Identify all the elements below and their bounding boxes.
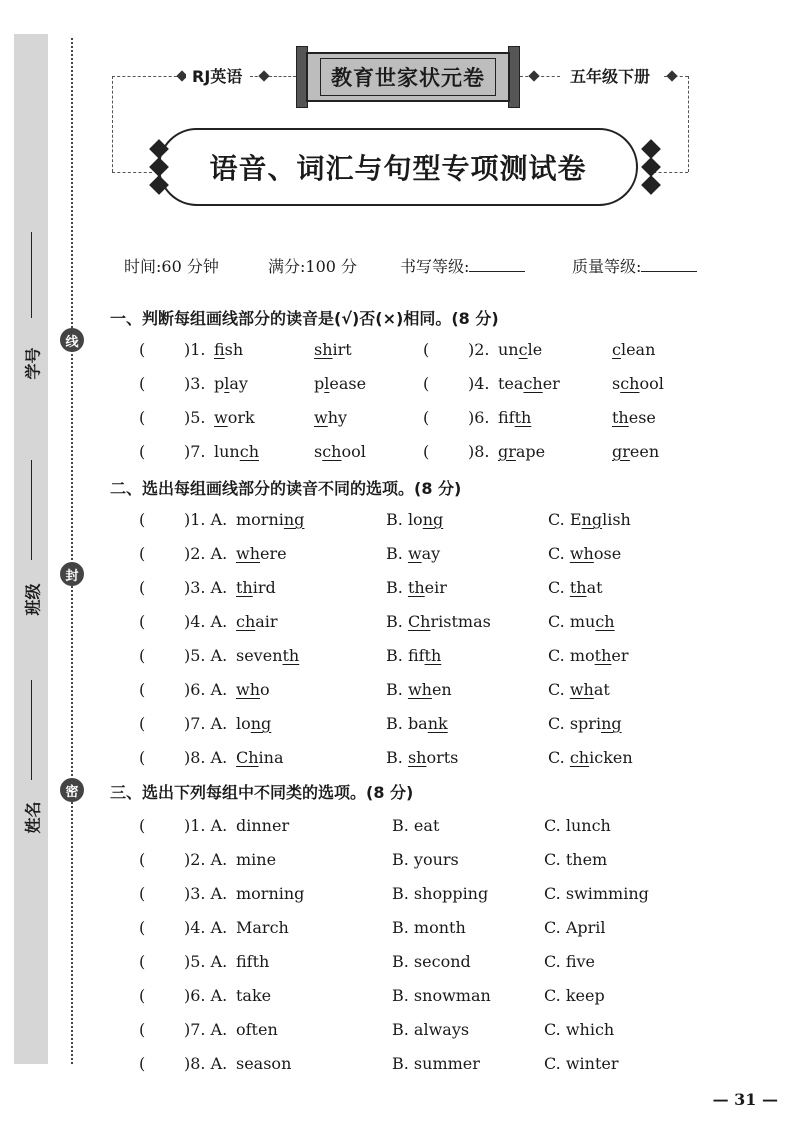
word: C. spring [548,714,622,733]
question-number: )2. A. [184,850,228,869]
question-row [0,340,794,364]
option-b: B. shopping [392,884,489,903]
underlined-letters: ch [239,442,259,461]
question-row [0,612,794,636]
answer-paren[interactable]: ( [139,748,146,767]
word: B. Christmas [386,612,491,631]
option-c [548,578,603,597]
option-c [548,748,633,767]
underlined-letters: th [424,646,442,665]
underlined-letters: gr [612,442,630,461]
word: why [314,408,348,427]
page-title: 语音、词汇与句型专项测试卷 [209,152,587,185]
word: where [236,544,287,563]
section2-title: 二、选出每组画线部分的读音不同的选项。(8 分) [110,479,462,498]
header-dash-right2 [520,76,560,77]
question-row [0,1020,794,1044]
word: lunch [214,442,259,461]
option-a: often [236,1020,278,1039]
word: fish [214,340,244,359]
underlined-letters: th [594,646,612,665]
question-row [0,850,794,874]
name-label: 姓名 [23,801,43,834]
underlined-letters: ng [422,510,444,529]
option-a [236,544,287,563]
answer-paren[interactable]: ( [139,340,146,359]
underlined-letters: w [314,408,328,427]
underlined-letters: l [224,374,230,393]
word: B. bank [386,714,448,733]
option-b [386,748,458,767]
underlined-letters: th [569,578,587,597]
question-number: )8. [468,442,490,461]
word: B. fifth [386,646,442,665]
underlined-letters: sh [314,340,333,359]
word: C. mother [548,646,629,665]
underlined-letters: wh [407,680,432,699]
subject-tag: RJ英语 [186,64,248,87]
question-number: )1. A. [184,816,228,835]
word: C. that [548,578,603,597]
option-a: fifth [236,952,270,971]
word: school [612,374,664,393]
underlined-letters: ch [620,374,640,393]
question-row [0,578,794,602]
option-a [236,748,284,767]
question-number: )3. A. [184,884,228,903]
diamond-icon [258,70,269,81]
underlined-letters: th [407,578,425,597]
word: green [612,442,660,461]
question-number: )1. A. [184,510,228,529]
underlined-letters: w [407,544,422,563]
word-option [612,374,664,393]
word: morning [236,510,305,529]
underlined-letters: th [514,408,532,427]
option-c [548,544,621,563]
option-c [548,612,615,631]
underlined-letters: wh [236,680,260,699]
title-banner [158,128,638,206]
underlined-letters: ng [601,714,622,733]
underlined-letters: l [324,374,330,393]
question-number: )2. [468,340,490,359]
underlined-letters: ch [236,612,256,631]
option-a: take [236,986,272,1005]
option-a: mine [236,850,277,869]
answer-paren[interactable]: ( [139,612,146,631]
option-a [236,578,276,597]
question-row [0,748,794,772]
option-c [548,714,622,733]
word-option [612,408,656,427]
word: teacher [498,374,560,393]
word-option [498,340,542,359]
question-row [0,544,794,568]
diamond-icon [528,70,539,81]
option-c [548,646,629,665]
answer-paren[interactable]: ( [423,374,430,393]
question-row [0,680,794,704]
word-option [314,442,366,461]
underlined-letters: ng [250,714,272,733]
question-number: )7. [184,442,206,461]
word: who [236,680,270,699]
underlined-letters: th [236,578,253,597]
option-a [236,680,270,699]
question-number: )2. A. [184,544,228,563]
word: chair [236,612,278,631]
option-b [386,680,452,699]
question-row [0,510,794,534]
option-b: B. summer [392,1054,480,1073]
question-number: )1. [184,340,206,359]
id-line [31,232,32,318]
question-number: )8. A. [184,1054,228,1073]
brand-scroll [296,46,520,108]
underlined-letters: th [282,646,300,665]
option-a: March [236,918,289,937]
question-number: )7. A. [184,714,228,733]
writing-grade [400,254,525,277]
score-info: 满分:100 分 [268,257,358,276]
word-option [214,408,255,427]
option-b: B. yours [392,850,459,869]
option-a [236,714,271,733]
option-b: B. always [392,1020,470,1039]
header-dash-bl [112,172,152,173]
option-a: morning [236,884,305,903]
underlined-letters: Ch [407,612,431,631]
word: seventh [236,646,300,665]
option-a [236,612,278,631]
word-option [498,442,545,461]
option-b [386,578,447,597]
header-vdash-left [112,76,113,172]
word: please [314,374,367,393]
option-a [236,510,304,529]
answer-paren[interactable]: ( [139,544,146,563]
time-info: 时间:60 分钟 [124,257,219,276]
word: these [612,408,656,427]
answer-paren[interactable]: ( [423,340,430,359]
question-number: )5. A. [184,646,228,665]
quality-grade [572,254,697,277]
underlined-letters: c [612,340,621,359]
word-option [498,374,560,393]
question-number: )3. A. [184,578,228,597]
answer-paren[interactable]: ( [139,510,146,529]
diamond-icon [641,139,661,159]
option-b: B. month [392,918,466,937]
word-option [214,374,248,393]
option-a: dinner [236,816,290,835]
header-dash-left2 [250,76,296,77]
underlined-letters: ch [322,442,342,461]
question-row [0,442,794,466]
answer-paren[interactable]: ( [139,714,146,733]
option-c [548,510,631,529]
word: clean [612,340,656,359]
question-row [0,714,794,738]
option-c [548,680,610,699]
question-row [0,952,794,976]
option-c: C. five [544,952,596,971]
word: C. much [548,612,615,631]
option-b [386,510,443,529]
writing-grade-label: 书写等级: [400,257,470,276]
answer-paren[interactable]: ( [139,578,146,597]
answer-paren[interactable]: ( [139,374,146,393]
seal-feng: 封 [60,562,84,586]
word: play [214,374,248,393]
option-c: C. keep [544,986,605,1005]
diamond-icon [641,175,661,195]
scroll-body [306,52,510,102]
word: grape [498,442,546,461]
word: B. way [386,544,441,563]
word-option [498,408,531,427]
answer-paren[interactable]: ( [139,646,146,665]
answer-paren[interactable]: ( [139,1054,146,1073]
answer-paren[interactable]: ( [139,952,146,971]
question-number: )5. [184,408,206,427]
question-row [0,884,794,908]
word: uncle [498,340,543,359]
option-b [386,612,491,631]
answer-paren[interactable]: ( [423,408,430,427]
word: C. chicken [548,748,633,767]
question-row [0,1054,794,1078]
underlined-letters: wh [569,680,594,699]
underlined-letters: wh [569,544,594,563]
question-row [0,816,794,840]
underlined-letters: f [214,340,225,359]
word: B. their [386,578,447,597]
underlined-letters: Ch [236,748,259,767]
answer-paren[interactable]: ( [139,408,146,427]
option-b [386,714,448,733]
answer-paren[interactable]: ( [139,850,146,869]
writing-grade-blank[interactable] [469,257,525,272]
grade-tag: 五年级下册 [564,64,656,87]
word: C. English [548,510,631,529]
seal-mi: 密 [60,778,84,802]
underlined-letters: gr [498,442,516,461]
question-number: )6. [468,408,490,427]
answer-paren[interactable]: ( [139,1020,146,1039]
word: China [236,748,284,767]
word-option [314,374,366,393]
answer-paren[interactable]: ( [139,680,146,699]
word-option [214,340,243,359]
option-b [386,544,440,563]
student-id-label: 学号 [23,347,43,380]
option-a [236,646,299,665]
word-option [612,340,655,359]
question-number: )8. A. [184,748,228,767]
option-a: season [236,1054,292,1073]
quality-grade-label: 质量等级: [572,257,642,276]
underlined-letters: c [518,340,528,359]
question-number: )4. [468,374,490,393]
word-option [314,408,347,427]
section1-title: 一、判断每组画线部分的读音是(√)否(×)相同。(8 分) [110,309,499,328]
underlined-letters: wh [236,544,260,563]
underlined-letters: nk [427,714,448,733]
underlined-letters: ch [595,612,615,631]
question-row [0,408,794,432]
question-row [0,374,794,398]
option-c: C. lunch [544,816,611,835]
word: B. shorts [386,748,459,767]
diamond-icon [666,70,677,81]
option-c: C. them [544,850,608,869]
underlined-letters: ng [581,510,603,529]
header-vdash-right [688,76,689,172]
option-c: C. swimming [544,884,649,903]
answer-paren[interactable]: ( [139,918,146,937]
underlined-letters: w [214,408,228,427]
underlined-letters: sh [407,748,427,767]
answer-paren[interactable]: ( [139,884,146,903]
brand-name: 教育世家状元卷 [320,58,496,96]
section3-title: 三、选出下列每组中不同类的选项。(8 分) [110,783,414,802]
word: work [214,408,255,427]
question-number: )6. A. [184,986,228,1005]
underlined-letters: th [612,408,629,427]
answer-paren[interactable]: ( [139,442,146,461]
class-label: 班级 [23,583,43,616]
word: B. when [386,680,452,699]
word: long [236,714,272,733]
word: C. whose [548,544,622,563]
option-b: B. second [392,952,471,971]
word: shirt [314,340,352,359]
question-row [0,918,794,942]
word: school [314,442,366,461]
option-c: C. winter [544,1054,619,1073]
word: C. what [548,680,610,699]
word: B. long [386,510,444,529]
question-row [0,986,794,1010]
question-number: )6. A. [184,680,228,699]
option-c: C. April [544,918,606,937]
question-number: )4. A. [184,612,228,631]
underlined-letters: ng [283,510,305,529]
diamond-icon [641,157,661,177]
seal-xian: 线 [60,328,84,352]
underlined-letters: ch [569,748,590,767]
word-option [314,340,352,359]
answer-paren[interactable]: ( [423,442,430,461]
word-option [612,442,659,461]
option-b: B. eat [392,816,440,835]
answer-paren[interactable]: ( [139,816,146,835]
question-number: )3. [184,374,206,393]
question-number: )7. A. [184,1020,228,1039]
underlined-letters: ch [523,374,543,393]
question-number: )4. A. [184,918,228,937]
word: third [236,578,276,597]
page-number: — 31 — [712,1090,778,1109]
option-b: B. snowman [392,986,491,1005]
quality-grade-blank[interactable] [641,257,697,272]
option-b [386,646,441,665]
word-option [214,442,259,461]
word: fifth [498,408,532,427]
option-c: C. which [544,1020,615,1039]
question-number: )5. A. [184,952,228,971]
answer-paren[interactable]: ( [139,986,146,1005]
header-dash-left [112,76,182,77]
question-row [0,646,794,670]
